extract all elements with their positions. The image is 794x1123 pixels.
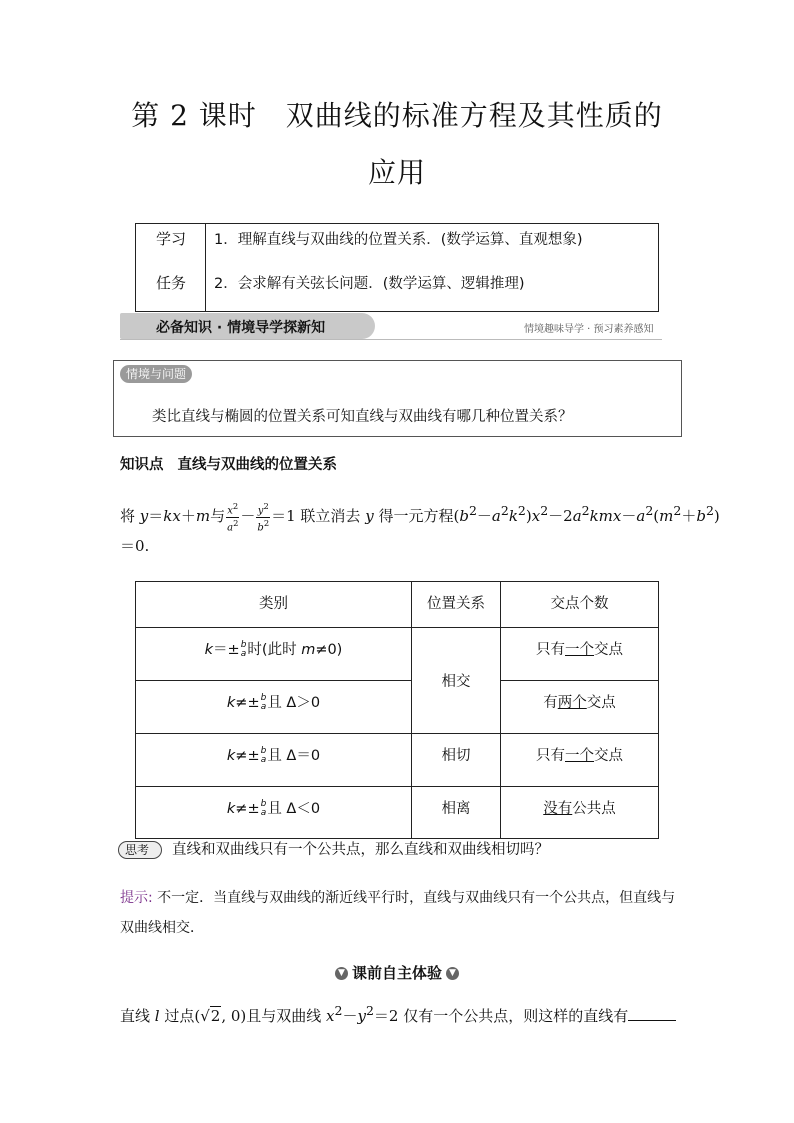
- scene-tag: 情境与问题: [120, 365, 192, 383]
- task-item-1: 1．理解直线与双曲线的位置关系．(数学运算、直观想象): [214, 232, 583, 248]
- section-banner-subtitle: 情境趣味导学 · 预习素养感知: [524, 324, 654, 335]
- scene-question: 类比直线与椭圆的位置关系可知直线与双曲线有哪几种位置关系？: [152, 409, 573, 425]
- task-label-1: 学习: [155, 230, 186, 248]
- table-header-count: 交点个数: [501, 582, 659, 628]
- table-row: [136, 628, 659, 681]
- table-cell-condition: k≠± b a 且 Δ＜0: [136, 787, 412, 839]
- table-cell-condition: k≠± b a 且 Δ＞0: [136, 681, 412, 734]
- elimination-formula: 将 y＝kx＋m与 $\frac{x^2}{a^2}$ － $\frac{y^2}{b^2}$ ＝1 联立消去 y 得一元方程$(b^2-a^2k^2)x^2-2a^2kmx-a^2(m^2+b^2)$: [120, 501, 720, 533]
- table-cell-relation: 相切: [412, 734, 501, 787]
- exercise-question: 直线 l 过点(√2, 0)且与双曲线 $x^2-y^2=2$ 仅有一个公共点，则这样的直线有: [120, 1003, 676, 1026]
- table-cell-condition: k＝± b a 时(此时 m≠0): [136, 628, 412, 681]
- section-banner: [120, 313, 375, 339]
- table-row: [136, 787, 659, 839]
- elimination-formula-line2: ＝0.: [120, 537, 150, 555]
- scene-question-box: [113, 360, 682, 437]
- think-tag: 思考: [118, 841, 162, 859]
- knowledge-point-name: 直线与双曲线的位置关系: [177, 457, 337, 473]
- table-cell-count: 有两个交点: [501, 681, 659, 734]
- page-title-line2: 应用: [367, 156, 426, 189]
- knowledge-point-heading: [120, 453, 337, 474]
- table-row: [136, 734, 659, 787]
- table-cell-relation: 相交: [412, 628, 501, 734]
- table-cell-condition: k≠± b a 且 Δ＝0: [136, 734, 412, 787]
- section-banner-title: 必备知识 · 情境导学探新知: [156, 320, 326, 336]
- table-header-row: [136, 582, 659, 628]
- hint-paragraph: [120, 883, 680, 943]
- task-label-2: 任务: [155, 274, 186, 292]
- think-question: [118, 838, 549, 859]
- table-row: [136, 681, 659, 734]
- learning-tasks-box: [135, 223, 659, 312]
- task-item-2: 2．会求解有关弦长问题．(数学运算、逻辑推理): [214, 276, 525, 292]
- position-relation-table: [135, 581, 659, 839]
- table-header-category: 类别: [136, 582, 412, 628]
- table-header-relation: 位置关系: [412, 582, 501, 628]
- down-arrow-icon: ▼: [446, 967, 459, 980]
- down-arrow-icon: ▼: [335, 967, 348, 980]
- think-question-text: 直线和双曲线只有一个公共点，那么直线和双曲线相切吗？: [172, 842, 550, 858]
- task-label-column: [136, 224, 206, 311]
- answer-blank[interactable]: [628, 1007, 676, 1021]
- pre-class-heading: [0, 962, 794, 983]
- table-cell-relation: 相离: [412, 787, 501, 839]
- knowledge-point-label: 知识点: [120, 457, 164, 473]
- page-title-line1: 第 2 课时 双曲线的标准方程及其性质的: [131, 99, 663, 132]
- table-cell-count: 只有一个交点: [501, 628, 659, 681]
- pre-class-title: 课前自主体验: [351, 964, 442, 982]
- table-cell-count: 没有公共点: [501, 787, 659, 839]
- banner-divider: [120, 339, 662, 340]
- hint-text: 不一定．当直线与双曲线的渐近线平行时，直线与双曲线只有一个公共点，但直线与双曲线相交．: [120, 890, 676, 936]
- table-cell-count: 只有一个交点: [501, 734, 659, 787]
- hint-label: 提示:: [120, 890, 153, 906]
